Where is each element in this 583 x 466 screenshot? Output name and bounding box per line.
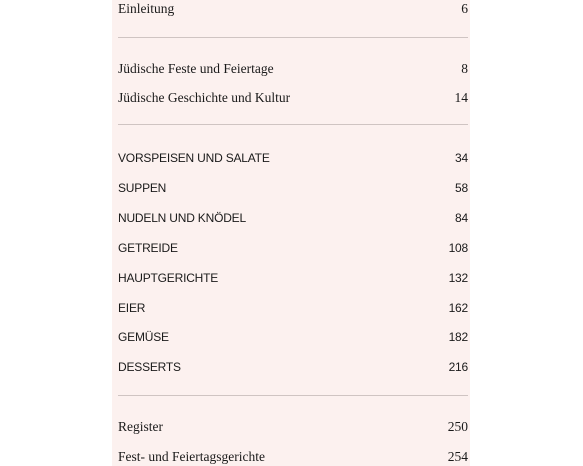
toc-entry-feste[interactable]: [118, 61, 468, 77]
toc-entry-eier[interactable]: [118, 301, 468, 315]
section-divider: [118, 124, 468, 125]
toc-entry-title: Einleitung: [118, 1, 175, 16]
toc-entry-title: EIER: [118, 301, 146, 315]
toc-entry-desserts[interactable]: [118, 360, 468, 374]
toc-entry-page: 58: [455, 181, 468, 195]
toc-entry-festgerichte[interactable]: [118, 449, 468, 465]
toc-entry-einleitung[interactable]: [118, 1, 468, 17]
toc-entry-page: 162: [448, 301, 468, 315]
toc-entry-hauptgerichte[interactable]: [118, 271, 468, 285]
toc-entry-title: DESSERTS: [118, 360, 181, 374]
toc-entry-page: 216: [448, 360, 468, 374]
toc-entry-page: 182: [448, 330, 468, 344]
toc-page: [112, 0, 470, 466]
toc-entry-gemuese[interactable]: [118, 330, 468, 344]
toc-entry-page: 84: [455, 211, 468, 225]
section-divider: [118, 395, 468, 396]
toc-entry-getreide[interactable]: [118, 241, 468, 255]
toc-entry-page: 6: [461, 1, 468, 16]
toc-entry-title: NUDELN UND KNÖDEL: [118, 211, 246, 225]
section-divider: [118, 37, 468, 38]
toc-entry-page: 250: [447, 419, 468, 434]
toc-entry-title: GEMÜSE: [118, 330, 169, 344]
toc-entry-geschichte[interactable]: [118, 90, 468, 106]
toc-entry-page: 34: [455, 151, 468, 165]
toc-entry-nudeln[interactable]: [118, 211, 468, 225]
toc-entry-title: Jüdische Geschichte und Kultur: [118, 90, 291, 105]
toc-entry-page: 14: [454, 90, 468, 105]
toc-entry-register[interactable]: [118, 419, 468, 435]
toc-entry-vorspeisen[interactable]: [118, 151, 468, 165]
toc-entry-title: HAUPTGERICHTE: [118, 271, 219, 285]
toc-entry-title: Jüdische Feste und Feiertage: [118, 61, 274, 76]
toc-entry-title: Fest- und Feiertagsgerichte: [118, 449, 265, 464]
toc-entry-title: SUPPEN: [118, 181, 167, 195]
toc-entry-suppen[interactable]: [118, 181, 468, 195]
toc-entry-title: VORSPEISEN UND SALATE: [118, 151, 270, 165]
toc-entry-page: 254: [447, 449, 468, 464]
toc-entry-page: 8: [461, 61, 468, 76]
toc-entry-title: Register: [118, 419, 163, 434]
toc-entry-page: 108: [448, 241, 468, 255]
toc-entry-page: 132: [448, 271, 468, 285]
toc-entry-title: GETREIDE: [118, 241, 178, 255]
